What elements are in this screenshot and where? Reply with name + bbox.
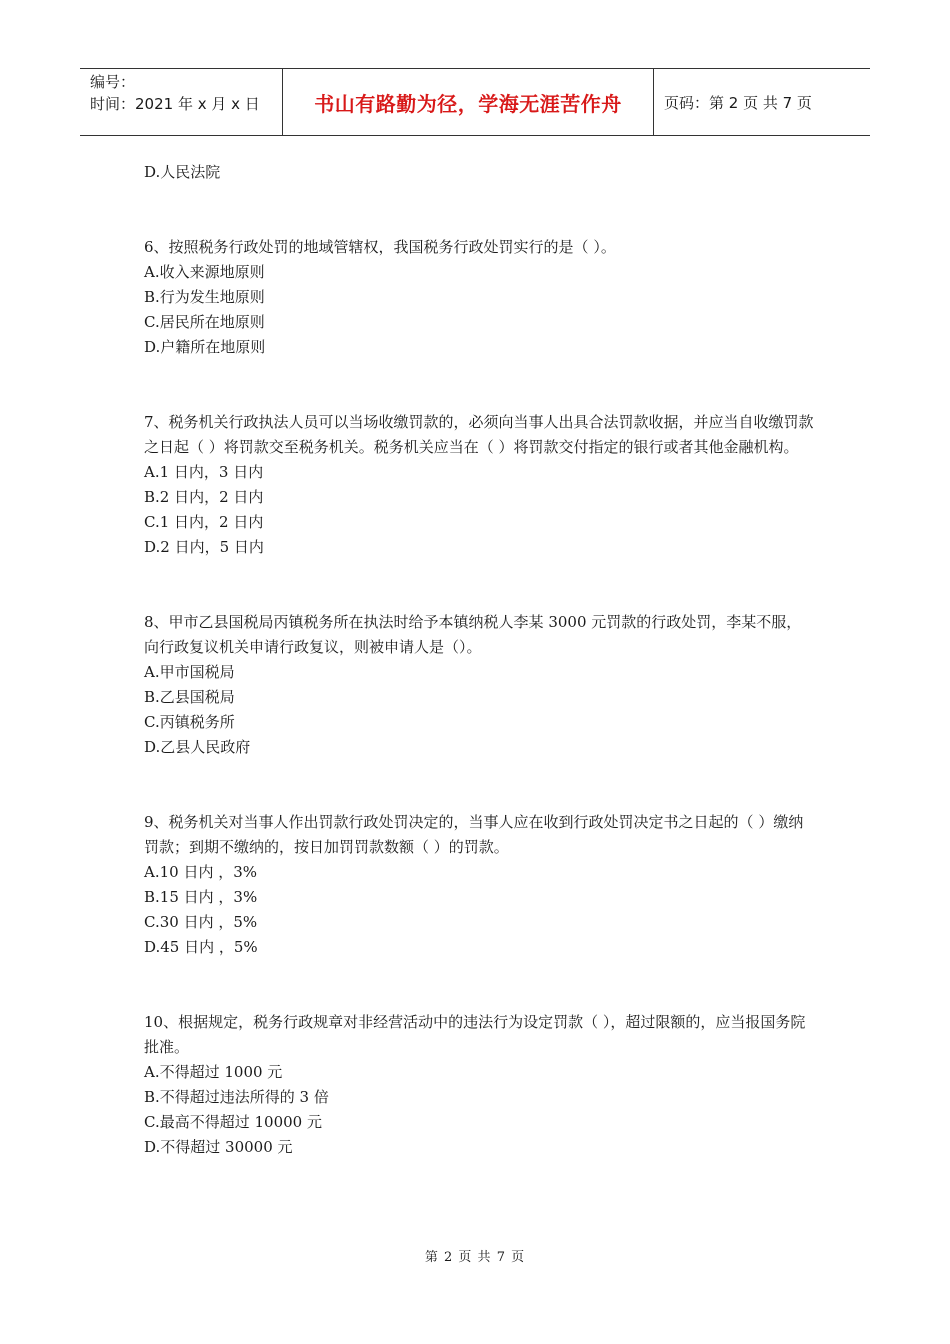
answer-option: A.10 日内 ，3% (144, 863, 258, 881)
carryover-option: D.人民法院 (144, 163, 221, 181)
question-list (144, 235, 814, 1160)
document-number-label: 编号： (90, 73, 136, 91)
question-block (144, 235, 814, 360)
answer-option: C.30 日内 ，5% (144, 913, 258, 931)
question-block (144, 410, 814, 560)
answer-option: A.1 日内，3 日内 (144, 463, 264, 481)
document-time-label: 时间：2021 年 x 月 x 日 (90, 95, 260, 113)
answer-option: B.乙县国税局 (144, 688, 235, 706)
question-block (144, 610, 814, 760)
answer-option: B.行为发生地原则 (144, 288, 265, 306)
question-stem: 9、税务机关对当事人作出罚款行政处罚决定的，当事人应在收到行政处罚决定书之日起的（ ）缴纳罚款；到期不缴纳的，按日加罚罚款数额（ ）的罚款。 (144, 813, 804, 856)
answer-option: C.最高不得超过 10000 元 (144, 1113, 322, 1131)
answer-option: C.丙镇税务所 (144, 713, 235, 731)
header-meta (80, 69, 282, 135)
answer-option: D.乙县人民政府 (144, 738, 251, 756)
answer-option: C.居民所在地原则 (144, 313, 265, 331)
answer-option: B.15 日内 ，3% (144, 888, 258, 906)
page-footer: 第 2 页 共 7 页 (424, 1250, 526, 1265)
answer-option: D.2 日内，5 日内 (144, 538, 264, 556)
question-stem: 7、税务机关行政执法人员可以当场收缴罚款的，必须向当事人出具合法罚款收据，并应当自收缴罚款之日起（ ）将罚款交至税务机关。税务机关应当在（ ）将罚款交付指定的银行或者其他金融机构。 (144, 413, 814, 456)
header-page-cell (654, 69, 870, 135)
document-body (144, 160, 814, 1160)
answer-option: A.甲市国税局 (144, 663, 235, 681)
header-page-label: 页码：第 2 页 共 7 页 (664, 93, 812, 112)
question-block (144, 810, 814, 960)
question-stem: 6、按照税务行政处罚的地域管辖权，我国税务行政处罚实行的是（ ）。 (144, 238, 616, 256)
answer-option: A.不得超过 1000 元 (144, 1063, 283, 1081)
question-stem: 8、甲市乙县国税局丙镇税务所在执法时给予本镇纳税人李某 3000 元罚款的行政处罚，李某不服，向行政复议机关申请行政复议，则被申请人是（）。 (144, 613, 802, 656)
question-block (144, 1010, 814, 1160)
motto-text: 书山有路勤为径，学海无涯苦作舟 (314, 91, 622, 116)
answer-option: B.2 日内，2 日内 (144, 488, 264, 506)
page-header (80, 68, 870, 136)
answer-option: C.1 日内，2 日内 (144, 513, 264, 531)
answer-option: A.收入来源地原则 (144, 263, 265, 281)
header-motto-cell (282, 69, 654, 135)
answer-option: D.不得超过 30000 元 (144, 1138, 293, 1156)
answer-option: D.45 日内 ，5% (144, 938, 258, 956)
answer-option: B.不得超过违法所得的 3 倍 (144, 1088, 329, 1106)
answer-option: D.户籍所在地原则 (144, 338, 266, 356)
question-stem: 10、根据规定，税务行政规章对非经营活动中的违法行为设定罚款（ ），超过限额的，应当报国务院批准。 (144, 1013, 806, 1056)
